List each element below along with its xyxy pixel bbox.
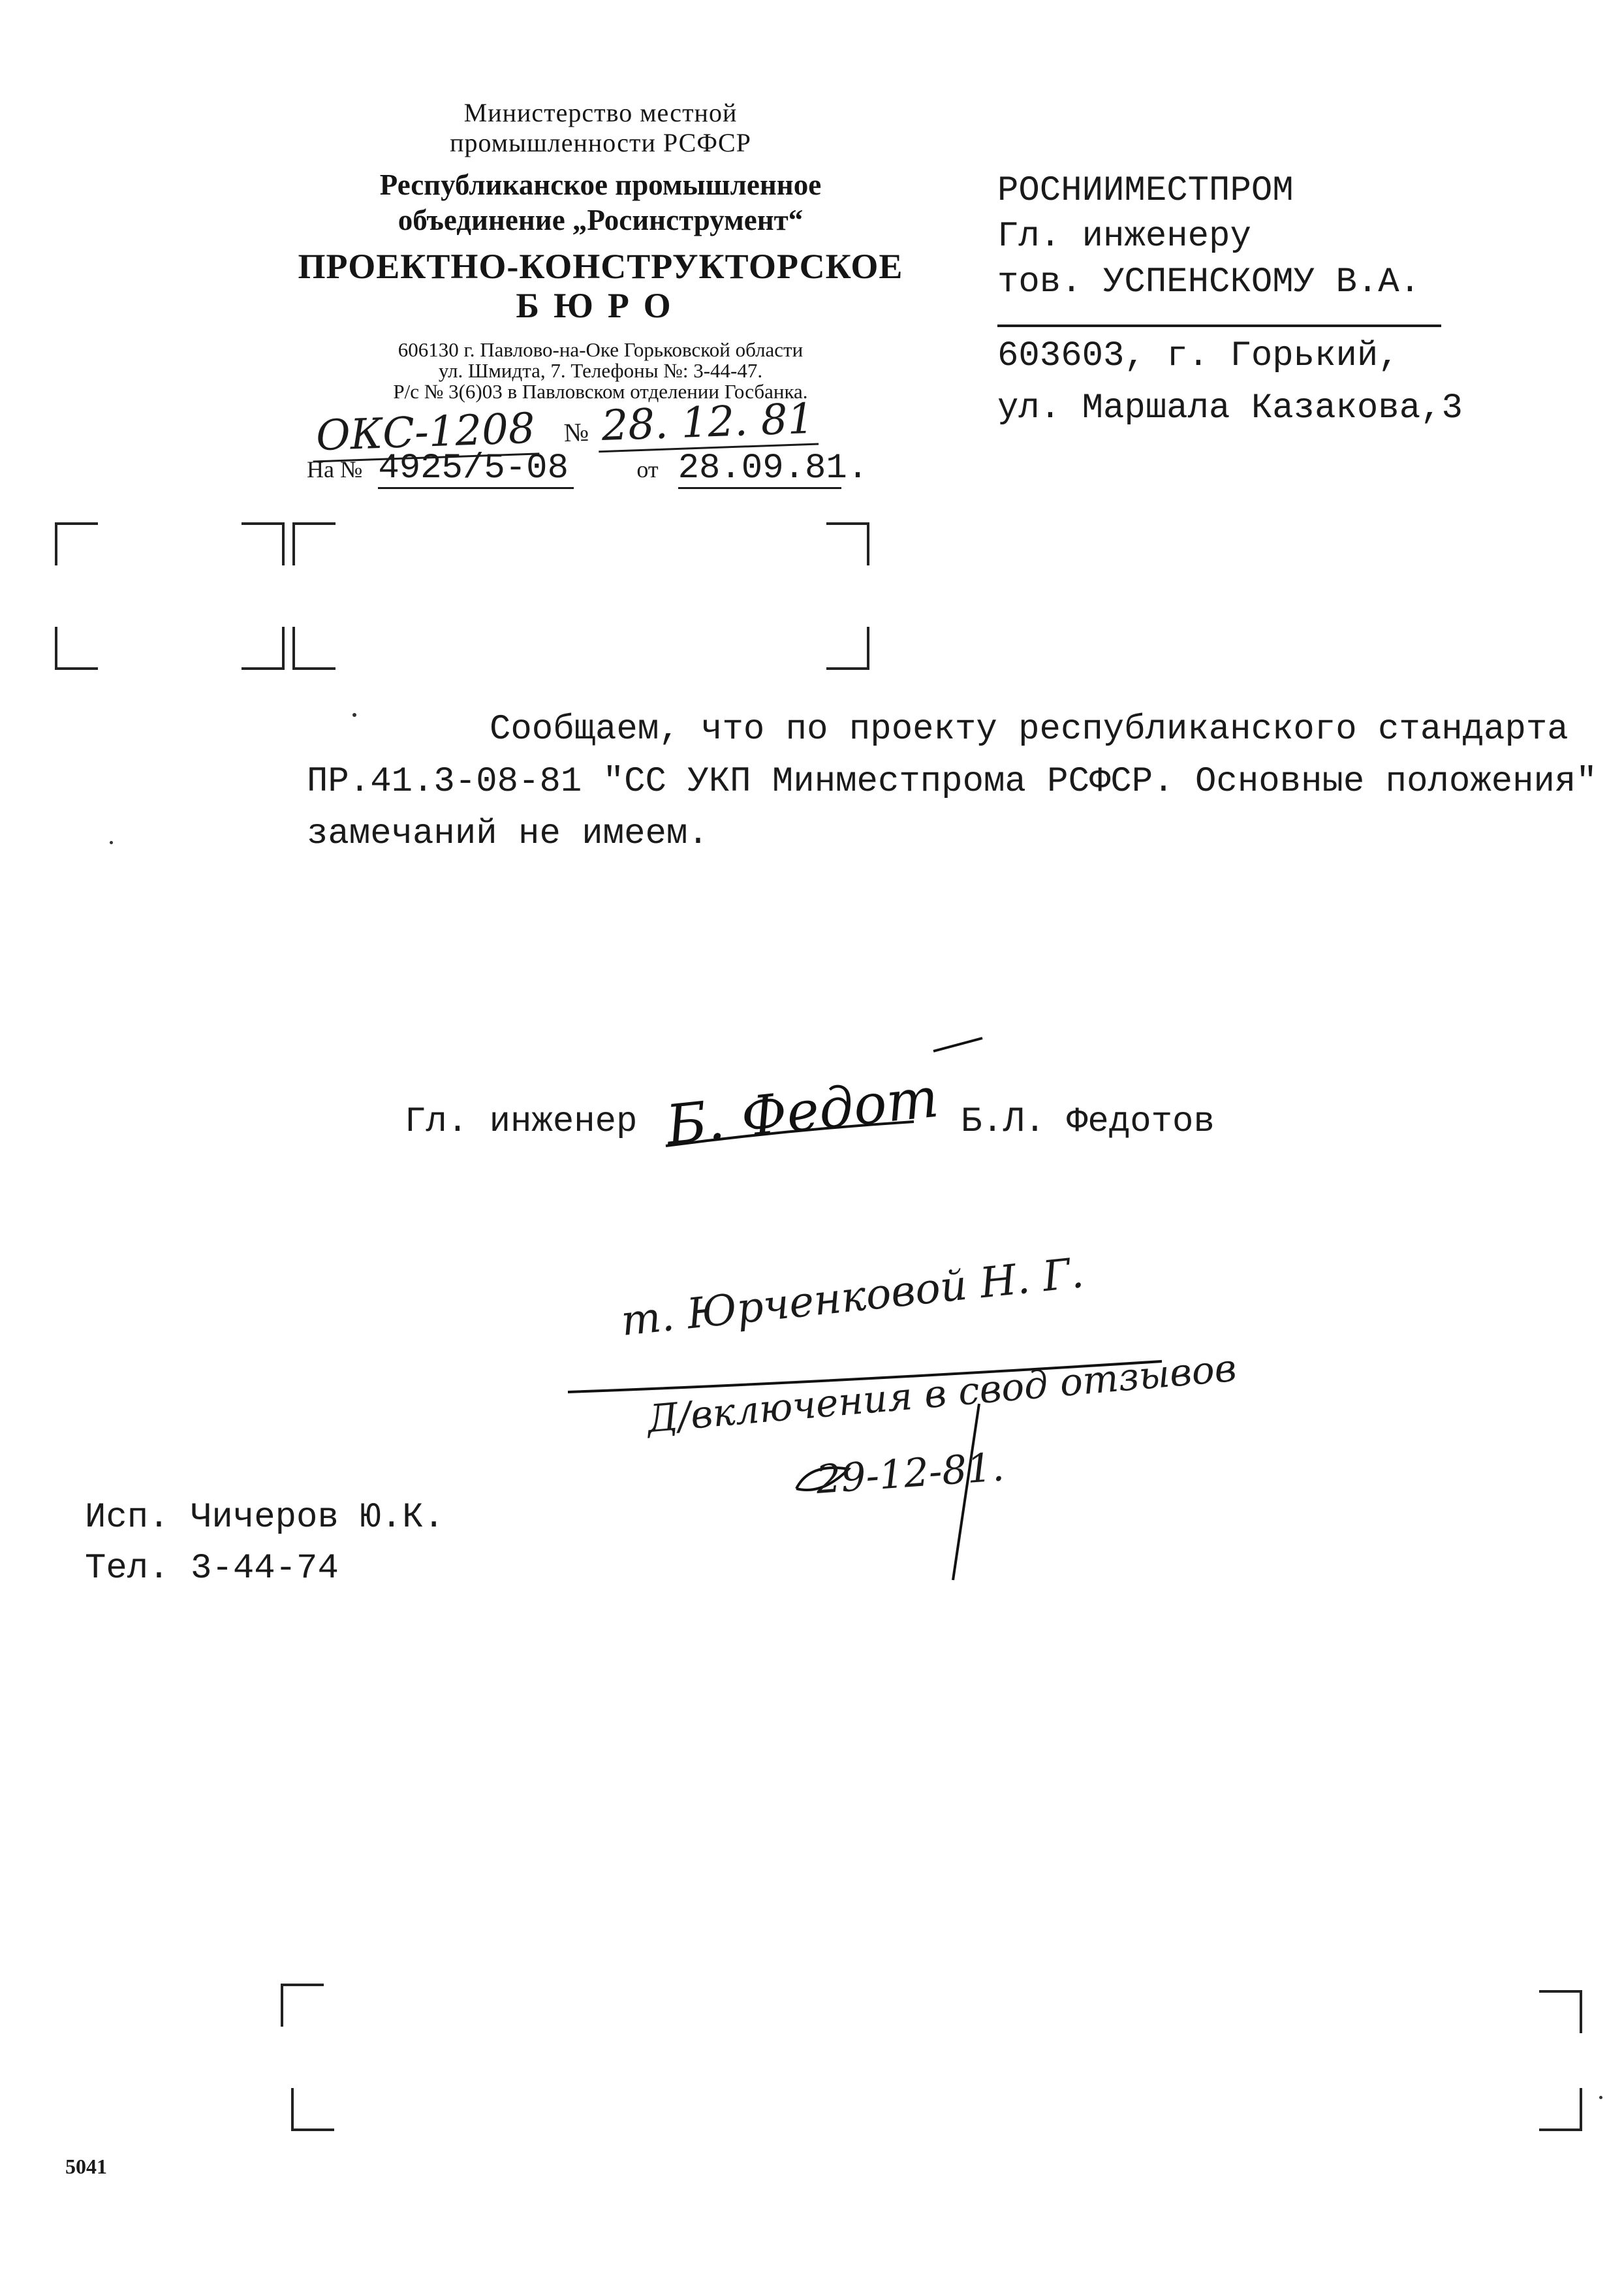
executor-name: Исп. Чичеров Ю.К.	[85, 1498, 445, 1538]
letterhead-association-line1: Республиканское промышленное	[379, 168, 822, 201]
from-label: от	[636, 456, 659, 483]
corner-mark-top-right	[1539, 1990, 1582, 2033]
addressee-postal: 603603, г. Горький,	[997, 336, 1399, 376]
addressee-position: Гл. инженеру	[997, 217, 1251, 257]
letterhead-address-line3: Р/с № 3(6)03 в Павловском отделении Госбанка.	[393, 380, 808, 403]
resolution-line-1: т. Юрченковой Н. Г.	[619, 1248, 1086, 1346]
signatory-title: Гл. инженер	[405, 1102, 638, 1142]
outgoing-number: ОКС-1208	[311, 404, 540, 462]
letterhead-bureau-line1: ПРОЕКТНО-КОНСТРУКТОРСКОЕ	[298, 247, 903, 286]
resolution-line-2: Д/включения в свод отзывов	[645, 1345, 1238, 1442]
addressee-address	[997, 330, 1463, 435]
letterhead	[287, 98, 914, 402]
corner-mark-bottom-right	[1539, 2088, 1582, 2131]
executor-block	[85, 1493, 445, 1594]
corner-mark-bottom-left	[291, 2088, 334, 2131]
body-line-2: ПР.41.3-08-81 "СС УКП Минместпрома РСФСР. Основные положения"	[307, 762, 1597, 802]
letterhead-address-line2: ул. Шмидта, 7. Телефоны №: 3-44-47.	[438, 359, 763, 382]
handwritten-signature	[627, 1032, 992, 1162]
letterhead-ministry-line2: промышленности РСФСР	[450, 128, 751, 157]
letter-body	[307, 704, 1597, 861]
body-line-1: Сообщаем, что по проекту республиканского стандарта	[490, 710, 1569, 750]
corner-mark-bottom-left	[55, 627, 98, 670]
corner-mark-top-left	[281, 1984, 324, 2027]
reply-to-number: 4925/5-08	[378, 451, 574, 489]
corner-mark-top-left	[55, 522, 98, 565]
addressee-divider	[997, 324, 1441, 327]
resolution-line-3: 29-12-81.	[814, 1444, 1006, 1503]
reply-reference	[307, 449, 869, 489]
reply-to-label: На №	[307, 456, 363, 483]
letterhead-ministry-line1: Министерство местной	[463, 98, 738, 127]
outgoing-date: 28. 12. 81	[597, 394, 819, 452]
number-sign: №	[563, 417, 589, 448]
reply-to-date: 28.09.81.	[678, 449, 869, 488]
footer-code: 5041	[65, 2155, 107, 2178]
corner-mark-top-left	[292, 522, 336, 565]
corner-mark-top-right	[826, 522, 869, 565]
letterhead-bureau-line2: БЮРО	[516, 286, 685, 325]
addressee-block	[997, 168, 1420, 306]
letterhead-association-line2: объединение „Росинструмент“	[398, 204, 804, 236]
letterhead-address-line1: 606130 г. Павлово-на-Оке Горьковской области	[398, 338, 804, 361]
addressee-name: тов. УСПЕНСКОМУ В.А.	[997, 262, 1421, 302]
executor-phone: Тел. 3-44-74	[85, 1549, 339, 1589]
corner-mark-bottom-right	[242, 627, 285, 670]
addressee-organization: РОСНИИМЕСТПРОМ	[997, 171, 1294, 211]
corner-mark-bottom-right	[826, 627, 869, 670]
signatory-name: Б.Л. Федотов	[961, 1102, 1215, 1142]
addressee-street: ул. Маршала Казакова,3	[997, 388, 1463, 428]
signature-text: Б. Федот	[663, 1065, 942, 1158]
body-line-3: замечаний не имеем.	[307, 814, 709, 854]
corner-mark-bottom-left	[292, 627, 336, 670]
handwritten-resolution	[561, 1248, 1345, 1600]
corner-mark-top-right	[242, 522, 285, 565]
